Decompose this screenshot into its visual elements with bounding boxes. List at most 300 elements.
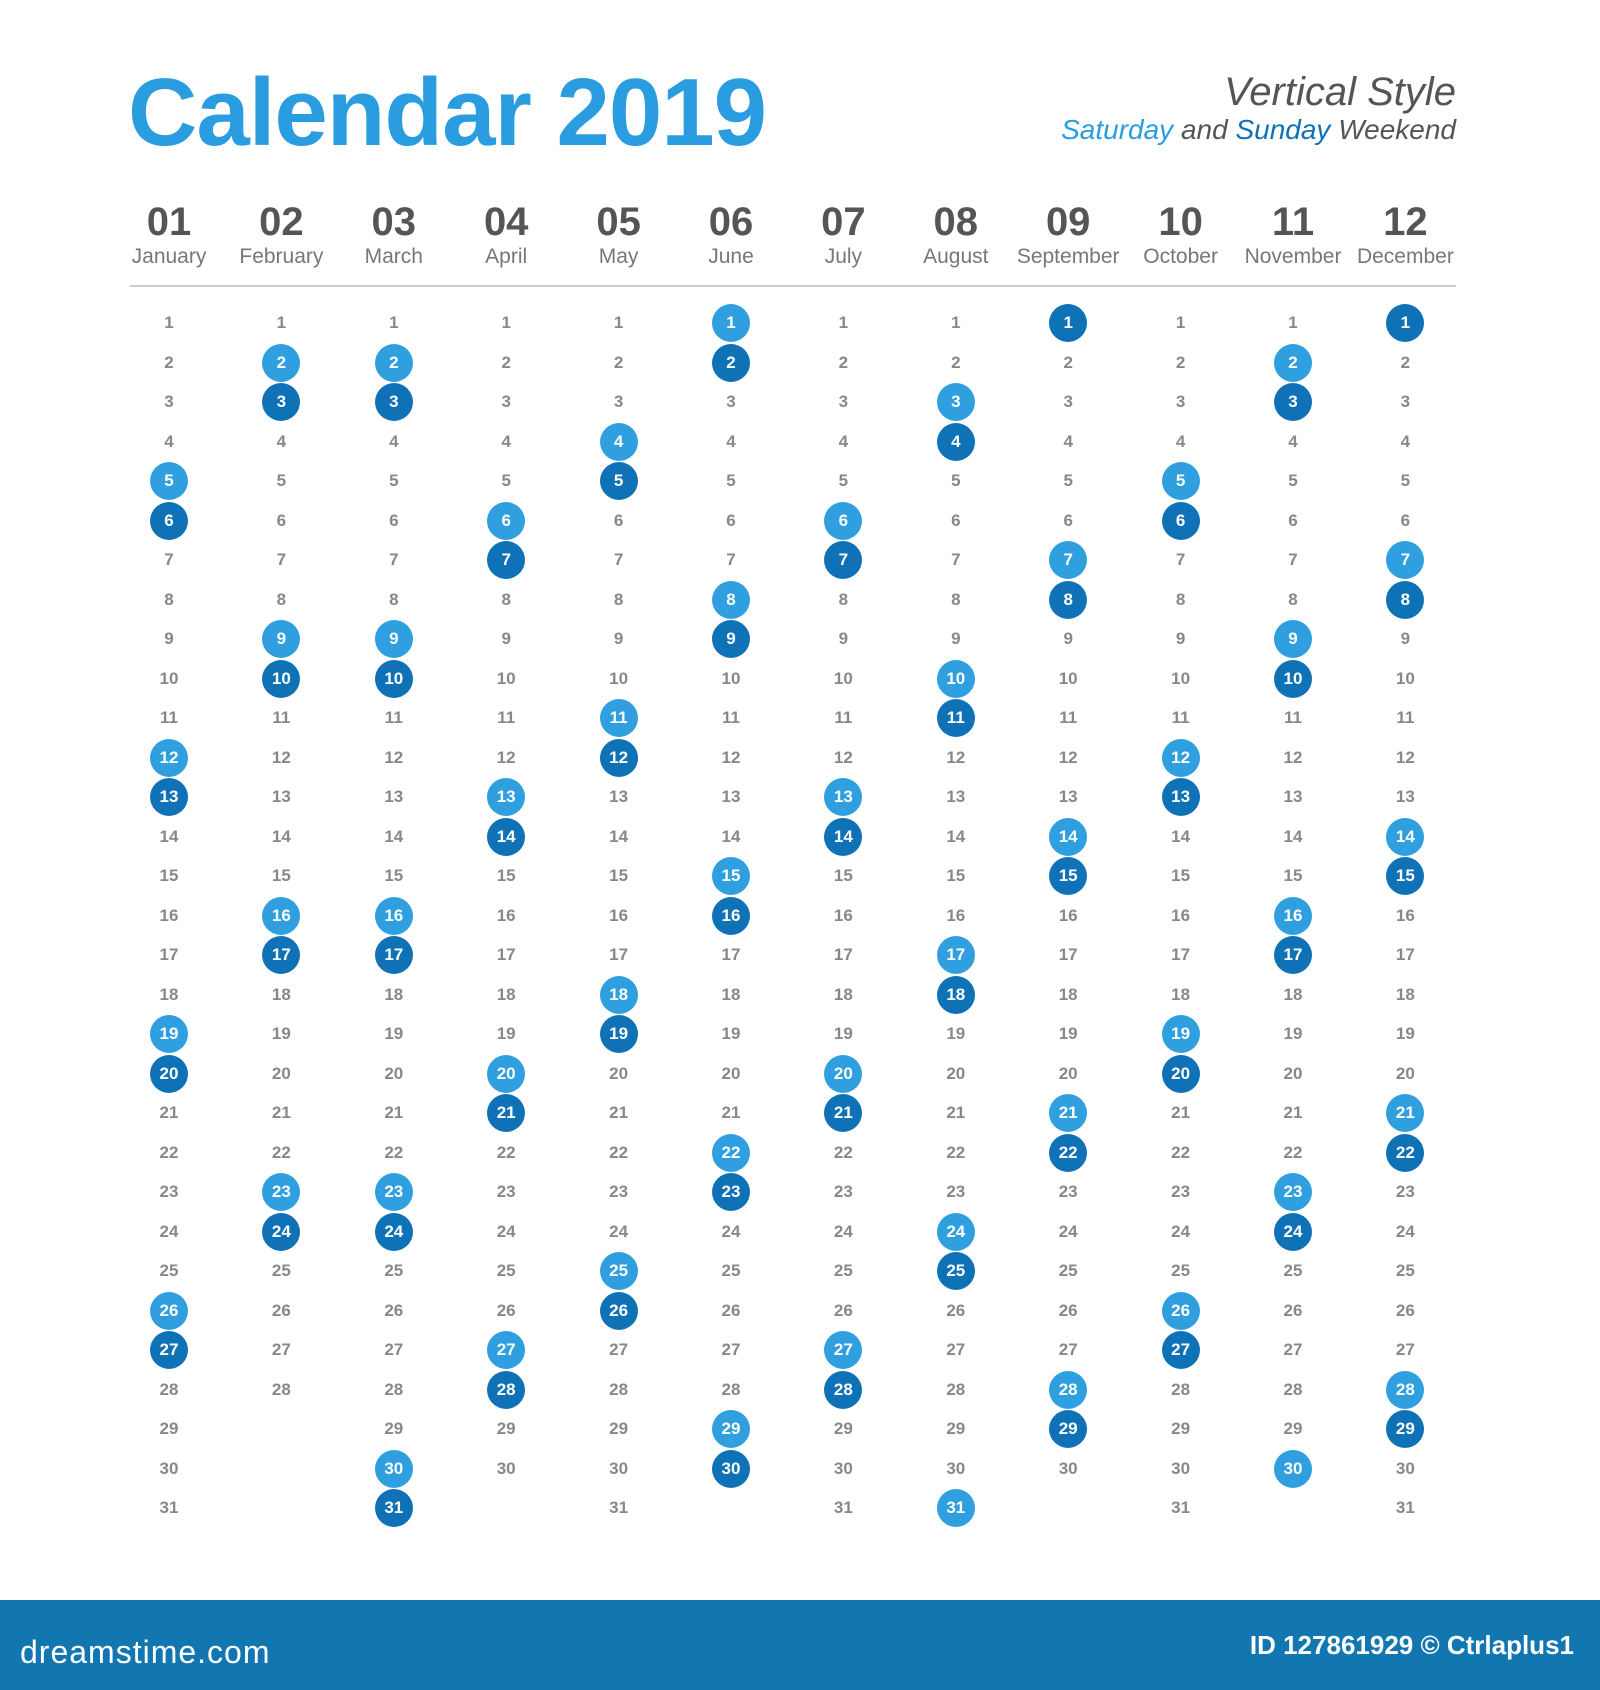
day-cell: 10 [159,668,179,688]
day-cell: 7 [951,550,961,569]
saturday-day: 25 [600,1252,638,1290]
day-cell: 8 [276,589,287,609]
sunday-day: 20 [150,1055,188,1093]
day-cell: 18 [384,984,404,1004]
sunday-day: 1 [1049,304,1087,342]
day-cell: 21 [721,1103,741,1122]
month-number: 02 [259,200,304,244]
saturday-day: 22 [712,1134,750,1172]
day-cell: 16 [946,905,966,925]
sunday-day: 6 [1162,502,1200,540]
day-cell: 29 [833,1419,853,1438]
month-number: 03 [371,200,417,244]
day-cell: 29 [1171,1419,1191,1438]
day-cell: 28 [721,1379,741,1399]
saturday-day: 21 [1049,1094,1087,1132]
day-cell: 11 [722,708,740,727]
month-number: 11 [1271,200,1315,244]
day-cell: 18 [1171,984,1191,1004]
day-cell: 3 [613,392,624,411]
day-cell: 13 [1395,787,1415,806]
day-cell: 5 [1063,471,1073,490]
day-cell: 14 [1171,826,1191,846]
day-cell: 11 [1284,708,1302,727]
day-cell: 26 [1395,1300,1415,1320]
day-cell: 10 [1171,668,1191,688]
day-cell: 26 [1283,1300,1303,1320]
day-cell: 6 [951,510,961,530]
saturday-day: 24 [937,1213,975,1251]
day-cell: 30 [833,1458,853,1478]
day-cell: 29 [609,1419,629,1438]
day-cell: 29 [384,1419,404,1438]
sunday-day: 10 [262,660,300,698]
day-cell: 31 [609,1498,629,1517]
sunday-day: 27 [150,1331,188,1369]
day-cell: 21 [1171,1103,1191,1122]
day-cell: 20 [609,1063,629,1083]
day-cell: 8 [501,589,511,609]
saturday-day: 26 [150,1292,188,1330]
day-cell: 9 [1400,629,1411,648]
day-cell: 23 [1058,1182,1078,1201]
day-cell: 27 [1058,1340,1078,1359]
day-cell: 8 [1288,589,1298,609]
day-cell: 2 [164,352,174,372]
day-cell: 26 [271,1300,291,1320]
day-cell: 23 [496,1182,516,1201]
page-title: Calendar 2019 [128,59,767,166]
day-cell: 9 [613,629,624,648]
day-cell: 10 [1058,668,1078,688]
saturday-day: 23 [375,1173,413,1211]
month-name: March [364,245,423,268]
day-cell: 22 [384,1142,404,1162]
day-cell: 1 [951,313,961,332]
saturday-day: 16 [262,897,300,935]
day-cell: 18 [833,984,853,1004]
day-cell: 8 [951,589,961,609]
day-cell: 12 [946,747,966,767]
day-cell: 19 [833,1024,853,1043]
month-header-february [225,200,337,270]
day-cell: 15 [1171,866,1191,885]
footer-credit: ID 127861929 © Ctrlaplus1 [1249,1630,1574,1660]
day-cell: 4 [389,431,399,451]
day-cell: 3 [838,392,849,411]
saturday-day: 7 [1386,541,1424,579]
day-cell: 28 [384,1379,404,1399]
month-name: January [131,245,207,268]
sunday-day: 10 [375,660,413,698]
sunday-day: 22 [1386,1134,1424,1172]
sunday-day: 21 [487,1094,525,1132]
sunday-day: 24 [262,1213,300,1251]
day-cell: 7 [1288,550,1298,569]
sunday-day: 28 [487,1371,525,1409]
day-cell: 23 [1171,1182,1191,1201]
day-cell: 2 [838,352,849,372]
legend-weekend: Weekend [1338,114,1456,145]
sunday-day: 1 [1386,304,1424,342]
day-cell: 3 [726,392,736,411]
day-cell: 7 [613,550,624,569]
day-cell: 4 [1063,431,1073,451]
sunday-day: 3 [262,383,300,421]
day-cell: 17 [159,945,179,964]
day-cell: 22 [271,1142,291,1162]
month-name: November [1244,245,1342,268]
day-cell: 31 [1171,1498,1191,1517]
day-cell: 24 [496,1221,516,1241]
saturday-day: 6 [487,502,525,540]
day-cell: 21 [271,1103,291,1122]
day-cell: 27 [1283,1340,1303,1359]
day-cell: 31 [159,1498,179,1517]
day-cell: 23 [609,1182,629,1201]
day-cell: 13 [609,787,629,806]
day-cell: 17 [833,945,853,964]
sunday-day: 29 [1049,1410,1087,1448]
day-cell: 28 [1283,1379,1303,1399]
saturday-day: 16 [375,897,413,935]
day-cell: 21 [384,1103,404,1122]
day-cell: 8 [838,589,849,609]
day-cell: 1 [613,313,624,332]
day-cell: 14 [384,826,404,846]
day-cell: 4 [1400,431,1411,451]
month-header-january [113,200,225,270]
day-cell: 19 [1395,1024,1415,1043]
day-cell: 9 [164,629,174,648]
sunday-day: 28 [824,1371,862,1409]
sunday-day: 6 [150,502,188,540]
day-cell: 17 [496,945,516,964]
day-cell: 6 [276,510,287,530]
day-cell: 29 [159,1419,179,1438]
day-cell: 13 [1058,787,1078,806]
month-number: 12 [1383,200,1428,244]
sunday-day: 12 [600,739,638,777]
day-cell: 4 [501,431,511,451]
weekend-legend [1061,114,1456,146]
saturday-day: 31 [937,1489,975,1527]
saturday-day: 12 [150,739,188,777]
sunday-day: 3 [375,383,413,421]
day-cell: 26 [1058,1300,1078,1320]
saturday-day: 29 [712,1410,750,1448]
day-cell: 11 [1171,708,1190,727]
month-name: December [1356,245,1454,268]
day-cell: 12 [1395,747,1415,767]
month-header-july [787,200,899,270]
day-cell: 13 [1283,787,1303,806]
sunday-day: 7 [487,541,525,579]
day-cell: 25 [496,1261,516,1280]
day-cell: 18 [1058,984,1078,1004]
day-cell: 30 [1058,1458,1078,1478]
footer-bar [0,1600,1600,1690]
saturday-day: 3 [937,383,975,421]
day-cell: 2 [951,352,961,372]
day-cell: 5 [838,471,849,490]
day-cell: 22 [1283,1142,1303,1162]
sunday-day: 14 [487,818,525,856]
sunday-day: 17 [1274,936,1312,974]
day-cell: 24 [833,1221,853,1241]
day-cell: 16 [833,905,853,925]
day-cell: 7 [276,550,287,569]
sunday-day: 11 [937,699,975,737]
month-number: 10 [1158,200,1203,244]
day-cell: 1 [276,313,287,332]
day-cell: 22 [833,1142,853,1162]
sunday-day: 15 [1386,857,1424,895]
sunday-day: 17 [262,936,300,974]
saturday-day: 27 [487,1331,525,1369]
saturday-day: 10 [937,660,975,698]
day-cell: 21 [946,1103,966,1122]
day-cell: 1 [389,313,399,332]
saturday-day: 20 [487,1055,525,1093]
day-cell: 11 [497,708,516,727]
sunday-day: 13 [1162,778,1200,816]
day-cell: 4 [1288,431,1298,451]
day-cell: 2 [1063,352,1073,372]
day-cell: 7 [389,550,399,569]
month-number: 06 [708,200,754,244]
sunday-day: 29 [1386,1410,1424,1448]
day-cell: 19 [271,1024,291,1043]
sunday-day: 3 [1274,383,1312,421]
day-cell: 24 [1395,1221,1415,1241]
day-cell: 12 [721,747,741,767]
day-cell: 19 [1058,1024,1078,1043]
saturday-day: 12 [1162,739,1200,777]
day-cell: 18 [1395,984,1415,1004]
day-cell: 13 [271,787,291,806]
saturday-day: 17 [937,936,975,974]
sunday-day: 13 [150,778,188,816]
day-cell: 4 [164,431,174,451]
day-cell: 25 [833,1261,853,1280]
day-cell: 27 [1395,1340,1415,1359]
day-cell: 2 [1175,352,1186,372]
day-cell: 9 [838,629,849,648]
saturday-day: 2 [262,344,300,382]
day-cell: 24 [609,1221,629,1241]
month-name: August [923,245,989,268]
day-cell: 17 [1395,945,1415,964]
day-cell: 16 [1171,905,1191,925]
month-number: 01 [146,200,192,244]
sunday-day: 31 [375,1489,413,1527]
day-cell: 30 [1395,1458,1415,1478]
day-cell: 8 [389,589,399,609]
sunday-day: 8 [1386,581,1424,619]
day-cell: 27 [271,1340,291,1359]
legend-saturday: Saturday [1061,114,1174,145]
day-cell: 23 [1395,1182,1415,1201]
subtitle: Vertical Style [1224,70,1456,114]
day-cell: 25 [721,1261,741,1280]
day-cell: 5 [1288,471,1298,490]
day-cell: 21 [159,1103,179,1122]
month-number: 08 [933,200,979,244]
day-cell: 30 [609,1458,629,1478]
sunday-day: 25 [937,1252,975,1290]
sunday-day: 9 [712,620,750,658]
sunday-day: 20 [1162,1055,1200,1093]
day-cell: 27 [946,1340,966,1359]
day-cell: 19 [384,1024,404,1043]
day-cell: 1 [164,313,174,332]
day-cell: 19 [1283,1024,1303,1043]
day-cell: 10 [721,668,741,688]
day-cell: 19 [496,1024,516,1043]
day-cell: 28 [1171,1379,1191,1399]
saturday-day: 13 [487,778,525,816]
saturday-day: 23 [262,1173,300,1211]
day-cell: 25 [384,1261,404,1280]
day-cell: 1 [1175,313,1186,332]
day-cell: 6 [726,510,736,530]
day-cell: 20 [946,1063,966,1083]
month-header-october [1125,200,1237,270]
day-cell: 31 [1395,1498,1415,1517]
day-cell: 20 [1058,1063,1078,1083]
day-cell: 9 [1175,629,1186,648]
saturday-day: 23 [1274,1173,1312,1211]
day-cell: 30 [1171,1458,1191,1478]
saturday-day: 19 [1162,1015,1200,1053]
day-cell: 15 [609,866,629,885]
saturday-day: 20 [824,1055,862,1093]
day-cell: 12 [833,747,853,767]
day-cell: 14 [609,826,629,846]
month-number: 07 [821,200,866,244]
sunday-day: 8 [1049,581,1087,619]
footer-logo: dreamstime.com [20,1634,271,1670]
month-name: July [824,245,863,268]
sunday-day: 14 [824,818,862,856]
day-cell: 19 [946,1024,966,1043]
day-cell: 6 [389,510,399,530]
day-cell: 2 [613,352,624,372]
month-header-may [563,200,675,270]
day-cell: 18 [1283,984,1303,1004]
sunday-day: 4 [937,423,975,461]
month-header-september [1012,200,1124,270]
sunday-day: 23 [712,1173,750,1211]
day-cell: 27 [609,1340,629,1359]
month-number: 09 [1045,200,1091,244]
day-cell: 18 [496,984,516,1004]
day-cell: 20 [271,1063,291,1083]
day-cell: 22 [159,1142,179,1162]
day-cell: 16 [1395,905,1415,925]
day-cell: 26 [833,1300,853,1320]
day-cell: 17 [721,945,741,964]
day-cell: 5 [501,471,511,490]
day-cell: 6 [1400,510,1411,530]
day-cell: 22 [609,1142,629,1162]
day-cell: 22 [946,1142,966,1162]
month-name: April [485,245,528,268]
day-cell: 23 [946,1182,966,1201]
day-cell: 28 [946,1379,966,1399]
month-name: May [598,245,639,268]
month-header-june [675,200,787,270]
day-cell: 30 [496,1458,516,1478]
month-name: February [239,245,324,268]
day-cell: 29 [1283,1419,1303,1438]
day-cell: 20 [384,1063,404,1083]
day-cell: 11 [1396,708,1415,727]
day-cell: 11 [1059,708,1078,727]
saturday-day: 9 [1274,620,1312,658]
day-cell: 13 [946,787,966,806]
saturday-day: 5 [1162,462,1200,500]
day-cell: 18 [721,984,741,1004]
saturday-day: 28 [1386,1371,1424,1409]
day-cell: 25 [1171,1261,1191,1280]
day-cell: 8 [1175,589,1186,609]
month-header-april [450,200,562,270]
day-cell: 17 [1058,945,1078,964]
month-header-december [1349,200,1461,270]
day-cell: 5 [276,471,287,490]
day-cell: 29 [496,1419,516,1438]
sunday-day: 27 [1162,1331,1200,1369]
day-cell: 14 [1283,826,1303,846]
saturday-day: 1 [712,304,750,342]
day-cell: 26 [721,1300,741,1320]
day-cell: 25 [1058,1261,1078,1280]
header-divider [130,285,1456,287]
day-cell: 17 [1171,945,1191,964]
day-cell: 24 [1171,1221,1191,1241]
day-cell: 29 [946,1419,966,1438]
saturday-day: 11 [600,699,638,737]
sunday-day: 16 [712,897,750,935]
day-cell: 4 [1175,431,1186,451]
month-number: 04 [483,200,529,244]
sunday-day: 24 [375,1213,413,1251]
saturday-day: 2 [1274,344,1312,382]
day-cell: 5 [726,471,736,490]
saturday-day: 8 [712,581,750,619]
day-cell: 2 [501,352,511,372]
saturday-day: 18 [600,976,638,1014]
saturday-day: 7 [1049,541,1087,579]
day-cell: 1 [838,313,849,332]
day-cell: 1 [1288,313,1298,332]
day-cell: 16 [159,905,179,925]
day-cell: 13 [384,787,404,806]
day-cell: 15 [946,866,966,885]
day-cell: 30 [159,1458,179,1478]
saturday-day: 2 [375,344,413,382]
legend-sunday: Sunday [1235,114,1331,145]
day-cell: 3 [501,392,511,411]
day-cell: 15 [384,866,404,885]
day-cell: 15 [1283,866,1303,885]
day-cell: 7 [164,550,174,569]
saturday-day: 26 [1162,1292,1200,1330]
day-cell: 11 [272,708,291,727]
day-cell: 18 [159,984,179,1004]
